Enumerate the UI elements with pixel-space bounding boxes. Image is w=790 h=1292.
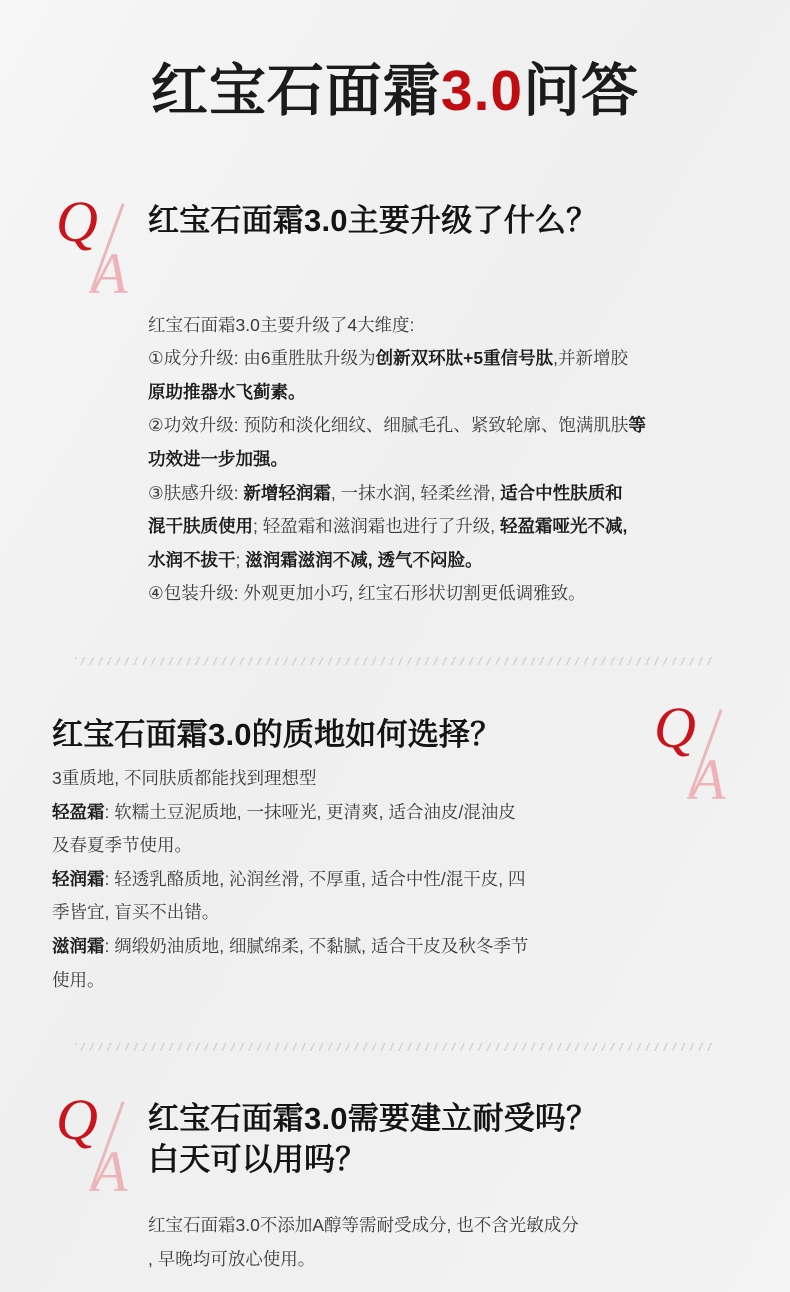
answer-line	[148, 1243, 738, 1277]
faq-answer-1	[148, 309, 738, 611]
answer-text: 红宝石面霜3.0主要升级了4大维度:	[148, 314, 415, 335]
answer-line	[148, 1209, 738, 1243]
answer-text: ; 轻盈霜和滋润霜也进行了升级,	[253, 516, 500, 537]
answer-line	[52, 930, 618, 964]
answer-line	[148, 510, 738, 544]
question-line: 红宝石面霜3.0需要建立耐受吗？	[148, 1101, 598, 1137]
answer-line	[52, 829, 618, 863]
answer-emphasis: 水润不拔干	[148, 549, 236, 570]
answer-line	[148, 376, 738, 410]
faq-question-2: 红宝石面霜3.0的质地如何选择？	[52, 717, 502, 753]
answer-emphasis: 原助推器水飞蓟素。	[148, 381, 306, 402]
a-letter-icon: A	[92, 240, 128, 306]
answer-emphasis: 创新双环肽+5重信号肽	[375, 348, 554, 369]
faq-block-3	[0, 1087, 790, 1276]
faq-block-2	[0, 695, 790, 997]
faq-question-1: 红宝石面霜3.0主要升级了什么？	[148, 202, 598, 238]
answer-text: : 绸缎奶油质地, 细腻绵柔, 不黏腻, 适合干皮及秋冬季节	[104, 935, 529, 956]
answer-emphasis: 轻润霜	[52, 868, 105, 889]
q-letter-icon: Q	[56, 188, 98, 254]
answer-text: 季皆宜, 盲买不出错。	[52, 902, 220, 923]
answer-text: 红宝石面霜3.0不添加A醇等需耐受成分, 也不含光敏成分	[148, 1215, 579, 1236]
answer-line	[148, 342, 738, 376]
answer-line	[52, 896, 618, 930]
answer-line	[148, 577, 738, 611]
page-title-section	[0, 0, 790, 145]
section-divider-1	[75, 657, 715, 665]
page-title-suffix: 问答	[523, 59, 640, 123]
answer-text: 3重质地, 不同肤质都能找到理想型	[52, 767, 317, 788]
a-letter-icon: A	[92, 1139, 128, 1205]
answer-emphasis: 适合中性肤质和	[500, 482, 623, 503]
answer-emphasis: 滋润霜滋润不减, 透气不闷脸。	[245, 549, 483, 570]
answer-text: : 软糯土豆泥质地, 一抹哑光, 更清爽, 适合油皮/混油皮	[104, 801, 516, 822]
qa-mark-icon	[650, 695, 746, 813]
answer-text: ③肤感升级:	[148, 482, 244, 503]
answer-text: 使用。	[52, 969, 105, 990]
answer-text: , 早晚均可放心使用。	[148, 1248, 316, 1269]
answer-text: ①成分升级: 由6重胜肽升级为	[148, 348, 376, 369]
faq-question-3	[148, 1095, 597, 1181]
answer-line	[52, 796, 618, 830]
answer-line	[148, 443, 738, 477]
answer-emphasis: 等	[628, 415, 646, 436]
faq-question-row-3	[52, 1087, 738, 1205]
answer-line	[148, 309, 738, 343]
section-divider-2	[75, 1043, 715, 1051]
answer-text: ;	[235, 549, 246, 570]
question-line: 白天可以用吗？	[148, 1142, 367, 1177]
page-title	[151, 60, 639, 123]
answer-emphasis: 轻盈霜	[52, 801, 105, 822]
answer-text: ,并新增胶	[553, 348, 628, 369]
a-letter-icon: A	[690, 747, 726, 813]
answer-emphasis: 新增轻润霜	[243, 482, 331, 503]
answer-emphasis: 轻盈霜哑光不减,	[499, 516, 628, 537]
faq-question-row-1	[52, 188, 738, 306]
qa-mark-icon	[52, 188, 148, 306]
answer-emphasis: 功效进一步加强。	[148, 449, 288, 470]
answer-text: : 轻透乳酪质地, 沁润丝滑, 不厚重, 适合中性/混干皮, 四	[104, 868, 526, 889]
answer-text: ②功效升级: 预防和淡化细纹、细腻毛孔、紧致轮廓、饱满肌肤	[148, 415, 629, 436]
answer-line	[52, 964, 618, 998]
page-title-prefix: 红宝石面霜	[150, 59, 441, 123]
q-letter-icon: Q	[56, 1087, 98, 1153]
q-letter-icon: Q	[654, 695, 696, 761]
answer-line	[148, 477, 738, 511]
answer-text: , 一抹水润, 轻柔丝滑,	[330, 482, 501, 503]
answer-line	[148, 544, 738, 578]
answer-emphasis: 滋润霜	[52, 935, 105, 956]
page-title-accent: 3.0	[440, 59, 524, 123]
answer-text: 及春夏季节使用。	[52, 835, 192, 856]
answer-line	[148, 409, 738, 443]
answer-emphasis: 混干肤质使用	[148, 516, 253, 537]
answer-line	[52, 863, 618, 897]
faq-block-1	[0, 188, 790, 611]
faq-answer-3	[148, 1209, 738, 1276]
answer-text: ④包装升级: 外观更加小巧, 红宝石形状切割更低调雅致。	[148, 583, 586, 604]
faq-answer-2	[52, 762, 618, 997]
answer-line	[52, 762, 618, 796]
qa-mark-icon	[52, 1087, 148, 1205]
